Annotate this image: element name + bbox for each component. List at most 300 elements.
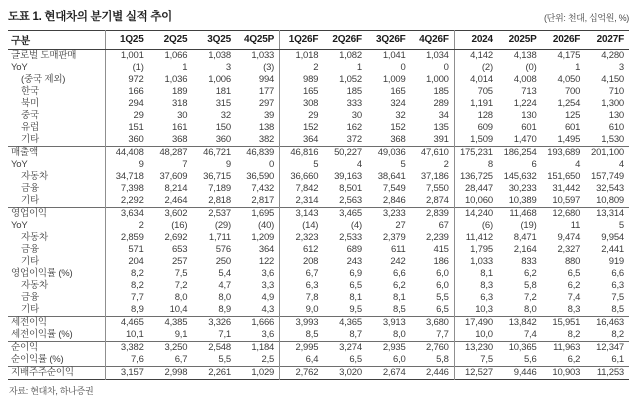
table-row	[8, 304, 629, 317]
cell: 1,000	[411, 74, 455, 86]
cell: 7,2	[174, 280, 188, 291]
cell: 7,7	[411, 329, 455, 342]
table-title: 도표 1. 현대차의 분기별 실적 추이	[8, 11, 172, 23]
cell: 700	[564, 86, 581, 97]
cell: 2,563	[339, 195, 362, 206]
cell: 6,2	[567, 280, 581, 291]
cell: 16,463	[585, 317, 629, 330]
cell: 7,5	[611, 292, 624, 303]
cell: 653	[172, 244, 188, 255]
table-row	[8, 147, 629, 160]
cell: 3,326	[192, 317, 236, 330]
cell: 1,052	[339, 74, 362, 85]
cell: 612	[303, 244, 319, 255]
cell: 8,2	[567, 329, 581, 340]
cell: 6,6	[611, 268, 624, 279]
cell: 10,597	[552, 195, 581, 206]
cell: 6,3	[611, 280, 624, 291]
cell: 2,760	[411, 342, 455, 355]
cell: 8,2	[131, 280, 144, 291]
cell: 6,7	[305, 268, 319, 279]
cell: 30	[351, 110, 362, 121]
cell: 5,8	[411, 354, 455, 367]
cell: 1	[575, 62, 581, 73]
cell: 994	[236, 74, 280, 86]
cell: 11	[570, 220, 581, 231]
cell: 360	[215, 134, 231, 145]
row-label: 자동차	[8, 232, 105, 244]
cell: 1	[182, 62, 188, 73]
cell: 1,495	[557, 134, 581, 145]
table-row	[8, 110, 629, 122]
column-header: 2026F	[542, 31, 586, 50]
cell: 29	[308, 110, 319, 121]
cell: (29)	[214, 220, 231, 231]
cell: 186,254	[498, 147, 542, 160]
cell: 382	[236, 134, 280, 147]
cell: 10,365	[498, 342, 542, 355]
cell: 32,543	[596, 183, 624, 194]
cell: 6	[531, 159, 537, 170]
row-label: 중국	[8, 110, 105, 122]
cell: 186	[411, 256, 455, 268]
cell: 2,995	[280, 342, 324, 355]
cell: 1,029	[236, 367, 280, 380]
cell: 2,239	[411, 232, 455, 244]
cell: 6,6	[392, 268, 406, 279]
cell: 1,082	[339, 50, 362, 61]
cell: 710	[608, 86, 624, 97]
cell: 333	[346, 98, 362, 109]
cell: 13,842	[498, 317, 542, 330]
cell: 989	[303, 74, 319, 85]
cell: 713	[521, 86, 537, 97]
cell: 2,846	[382, 195, 406, 206]
cell: 157,749	[591, 171, 624, 182]
cell: 8,0	[392, 329, 406, 340]
cell: 1,795	[470, 244, 493, 255]
cell: 7,7	[131, 292, 144, 303]
table-row	[8, 342, 629, 355]
table-row	[8, 159, 629, 171]
cell: 46,721	[192, 147, 236, 160]
row-label: 영업이익	[8, 208, 105, 221]
cell: 145,632	[503, 171, 537, 182]
cell: 7,6	[131, 354, 144, 365]
cell: 3,3	[236, 280, 280, 292]
cell: 34	[411, 110, 455, 122]
cell: 8,9	[218, 304, 231, 315]
cell: 2,323	[295, 232, 319, 243]
cell: 8,1	[392, 292, 406, 303]
cell: 36,590	[236, 171, 280, 183]
cell: 10,4	[169, 304, 188, 315]
cell: 601	[521, 122, 537, 133]
cell: 1,470	[513, 134, 537, 145]
source-note: 자료: 현대차, 하나증권	[9, 386, 94, 396]
cell: 8,471	[513, 232, 537, 243]
cell: 36,715	[203, 171, 231, 182]
cell: 3,6	[236, 329, 280, 342]
cell: 4,465	[105, 317, 149, 330]
cell: 8,5	[305, 329, 319, 340]
row-label: 지배주주순이익	[8, 367, 105, 380]
row-label: 글로벌 도매판매	[8, 50, 105, 63]
cell: 2,674	[367, 367, 411, 380]
cell: 611	[391, 244, 406, 255]
cell: 1,666	[236, 317, 280, 330]
cell: 250	[215, 256, 231, 267]
cell: 2,859	[120, 232, 144, 243]
cell: 3,680	[411, 317, 455, 330]
cell: 257	[172, 256, 188, 267]
cell: 2,998	[149, 367, 193, 380]
cell: 4,7	[218, 280, 231, 291]
cell: 7,549	[382, 183, 406, 194]
cell: 6,3	[480, 292, 493, 303]
cell: 12,680	[542, 208, 586, 221]
cell: 1,300	[601, 98, 624, 109]
cell: 243	[346, 256, 362, 267]
row-label: YoY	[8, 220, 105, 232]
table-row	[8, 195, 629, 208]
cell: 11,963	[542, 342, 586, 355]
cell: 12,527	[454, 367, 498, 380]
cell: 372	[346, 134, 362, 145]
cell: 8,0	[174, 292, 188, 303]
cell: 48,287	[149, 147, 193, 160]
cell: 208	[303, 256, 319, 267]
cell: 7,2	[523, 292, 537, 303]
cell: 3,913	[367, 317, 411, 330]
cell: 10,389	[508, 195, 537, 206]
cell: 601	[564, 122, 581, 133]
cell: 1,001	[120, 50, 144, 61]
row-label: 세전이익	[8, 317, 105, 330]
quarterly-results-table	[8, 30, 629, 380]
cell: 7,5	[480, 354, 493, 365]
cell: 39	[236, 110, 280, 122]
cell: 4,014	[470, 74, 493, 85]
table-row	[8, 171, 629, 183]
cell: 2,164	[513, 244, 537, 255]
cell: 1,711	[208, 232, 231, 243]
cell: 9,1	[174, 329, 188, 340]
row-label: 매출액	[8, 147, 105, 160]
cell: 3	[618, 62, 624, 73]
row-label: 자동차	[8, 171, 105, 183]
table-row	[8, 292, 629, 304]
cell: 4,142	[470, 50, 493, 61]
cell: 919	[608, 256, 624, 267]
table-row	[8, 134, 629, 147]
cell: 185	[411, 86, 455, 98]
cell: 2,314	[295, 195, 319, 206]
cell: 10,903	[542, 367, 586, 380]
table-header	[8, 31, 629, 50]
cell: 1,191	[470, 98, 493, 109]
cell: 0	[411, 62, 455, 74]
cell: 3,993	[280, 317, 324, 330]
row-label: 유럽	[8, 122, 105, 134]
cell: 609	[477, 122, 493, 133]
row-label: 금융	[8, 183, 105, 195]
cell: 576	[215, 244, 231, 255]
cell: 193,689	[542, 147, 586, 160]
cell: (14)	[302, 220, 319, 231]
cell: 128	[477, 110, 493, 121]
cell: 9,0	[305, 304, 319, 315]
cell: 6,2	[567, 354, 581, 365]
cell: 8,1	[349, 292, 362, 303]
cell: 833	[521, 256, 537, 267]
table-row	[8, 268, 629, 280]
table-row	[8, 280, 629, 292]
cell: 610	[608, 122, 624, 133]
cell: 136,725	[459, 171, 493, 182]
cell: 165	[390, 86, 406, 97]
cell: 415	[411, 244, 455, 256]
cell: 31,442	[552, 183, 581, 194]
cell: 3,143	[280, 208, 324, 221]
cell: 6,2	[392, 280, 406, 291]
cell: 9,446	[498, 367, 542, 380]
row-label: YoY	[8, 62, 105, 74]
cell: 2,379	[382, 232, 406, 243]
cell: 289	[411, 98, 455, 110]
cell: (3)	[236, 62, 280, 74]
cell: 4,175	[557, 50, 581, 61]
cell: 37,609	[159, 171, 188, 182]
cell: 44,408	[105, 147, 149, 160]
cell: 391	[411, 134, 455, 147]
cell: (0)	[525, 62, 537, 73]
cell: 10,809	[596, 195, 624, 206]
cell: 8,0	[523, 304, 537, 315]
cell: 161	[172, 122, 188, 133]
cell: (40)	[236, 220, 280, 232]
cell: 152	[390, 122, 406, 133]
row-label: 영업이익률 (%)	[8, 268, 105, 280]
cell: 201,100	[585, 147, 629, 160]
cell: 2,533	[339, 232, 362, 243]
cell: 1,184	[236, 342, 280, 355]
cell: 162	[346, 122, 362, 133]
cell: 3,157	[105, 367, 149, 380]
cell: 15,951	[542, 317, 586, 330]
cell: 6,7	[174, 354, 188, 365]
cell: 972	[128, 74, 144, 85]
cell: 50,227	[323, 147, 367, 160]
cell: 5	[313, 159, 319, 170]
cell: 5,8	[523, 280, 537, 291]
cell: 1,066	[164, 50, 188, 61]
cell: 36,660	[290, 171, 319, 182]
cell: 4,150	[601, 74, 624, 85]
cell: (2)	[481, 62, 493, 73]
cell: 181	[215, 86, 231, 97]
cell: 2,446	[411, 367, 455, 380]
column-header: 1Q26F	[280, 31, 324, 50]
row-label: 자동차	[8, 280, 105, 292]
cell: 7,398	[120, 183, 144, 194]
cell: 360	[128, 134, 144, 145]
cell: 2,537	[192, 208, 236, 221]
cell: 5,4	[218, 268, 231, 279]
cell: 7,189	[208, 183, 231, 194]
cell: 4	[618, 159, 624, 170]
table-row	[8, 244, 629, 256]
cell: 5	[400, 159, 406, 170]
row-label: 순이익	[8, 342, 105, 355]
cell: (16)	[171, 220, 188, 231]
cell: 8,3	[480, 280, 493, 291]
cell: 1,033	[236, 50, 280, 63]
table-row	[8, 208, 629, 221]
cell: 6,0	[411, 268, 455, 280]
cell: (19)	[520, 220, 537, 231]
cell: 7,4	[567, 292, 581, 303]
cell: 324	[390, 98, 406, 109]
cell: 7,5	[174, 268, 188, 279]
cell: 8,1	[480, 268, 493, 279]
cell: 13,314	[585, 208, 629, 221]
row-label: 금융	[8, 244, 105, 256]
cell: 2	[138, 220, 144, 231]
cell: 3,6	[236, 268, 280, 280]
row-label: 기타	[8, 256, 105, 268]
cell: 7,8	[305, 292, 319, 303]
table-row	[8, 183, 629, 195]
cell: 7,1	[218, 329, 231, 340]
cell: 38,641	[377, 171, 406, 182]
cell: 4,008	[513, 74, 537, 85]
cell: 177	[236, 86, 280, 98]
cell: 6,2	[523, 268, 537, 279]
cell: 2,441	[601, 244, 624, 255]
cell: 130	[521, 110, 537, 121]
cell: 297	[236, 98, 280, 110]
cell: 2,817	[236, 195, 280, 208]
cell: 122	[236, 256, 280, 268]
cell: 152	[303, 122, 319, 133]
cell: 151	[128, 122, 144, 133]
cell: 2,292	[120, 195, 144, 206]
cell: 28,447	[465, 183, 493, 194]
cell: 9	[138, 159, 144, 170]
table-row	[8, 367, 629, 380]
cell: 1,041	[382, 50, 406, 61]
row-label: 한국	[8, 86, 105, 98]
column-header: 2025P	[498, 31, 542, 50]
column-header: 2024	[454, 31, 498, 50]
cell: 2,874	[411, 195, 455, 208]
cell: 6,3	[305, 280, 319, 291]
cell: 130	[608, 110, 624, 121]
cell: 4	[575, 159, 581, 170]
cell: 1,036	[164, 74, 188, 85]
cell: 8,3	[567, 304, 581, 315]
cell: 8,501	[339, 183, 362, 194]
cell: 27	[395, 220, 406, 231]
cell: 880	[564, 256, 581, 267]
cell: 3,602	[149, 208, 193, 221]
cell: 32	[220, 110, 231, 121]
cell: 6,0	[411, 280, 455, 292]
column-header: 4Q26F	[411, 31, 455, 50]
cell: 1,038	[208, 50, 231, 61]
cell: 7,550	[411, 183, 455, 195]
cell: 175,231	[454, 147, 498, 160]
cell: 364	[303, 134, 319, 145]
cell: 5,5	[218, 354, 231, 365]
cell: 2,464	[164, 195, 188, 206]
cell: 9,5	[349, 304, 362, 315]
cell: 2,818	[208, 195, 231, 206]
cell: 8,5	[611, 304, 624, 315]
cell: 165	[303, 86, 319, 97]
cell: 6,9	[349, 268, 362, 279]
cell: 5	[618, 220, 624, 231]
column-header: 2Q26F	[323, 31, 367, 50]
cell: 0	[236, 159, 280, 171]
row-label: (중국 제외)	[8, 74, 105, 86]
table-row	[8, 50, 629, 63]
table-body	[8, 50, 629, 380]
table-row	[8, 232, 629, 244]
cell: 3	[225, 62, 231, 73]
header-row	[8, 31, 629, 50]
cell: 1,034	[411, 50, 455, 63]
cell: 8	[487, 159, 493, 170]
cell: 4,365	[323, 317, 367, 330]
cell: 6,5	[411, 304, 455, 317]
cell: 3,020	[323, 367, 367, 380]
cell: 3,465	[323, 208, 367, 221]
cell: 1,224	[513, 98, 537, 109]
cell: 5,5	[411, 292, 455, 304]
cell: 2,935	[367, 342, 411, 355]
cell: 67	[411, 220, 455, 232]
row-label: 세전이익률 (%)	[8, 329, 105, 342]
cell: 3,250	[149, 342, 193, 355]
table-row	[8, 256, 629, 268]
cell: 6,1	[611, 354, 624, 365]
cell: 10,3	[475, 304, 493, 315]
cell: 11,412	[465, 232, 493, 243]
cell: 12,347	[585, 342, 629, 355]
cell: 2,5	[236, 354, 280, 367]
row-label: 순이익률 (%)	[8, 354, 105, 367]
cell: (1)	[132, 62, 144, 73]
cell: 14,240	[454, 208, 498, 221]
cell: 8,214	[164, 183, 188, 194]
cell: 185	[346, 86, 362, 97]
cell: 3,233	[367, 208, 411, 221]
cell: 10,060	[465, 195, 493, 206]
cell: 4,138	[513, 50, 537, 61]
cell: 30	[177, 110, 188, 121]
cell: 2,548	[192, 342, 236, 355]
cell: 3,382	[105, 342, 149, 355]
cell: 3,274	[323, 342, 367, 355]
cell: 4,385	[149, 317, 193, 330]
cell: 8,2	[611, 329, 624, 340]
cell: 9	[225, 159, 231, 170]
cell: 368	[390, 134, 406, 145]
cell: 49,036	[367, 147, 411, 160]
row-label: 금융	[8, 292, 105, 304]
